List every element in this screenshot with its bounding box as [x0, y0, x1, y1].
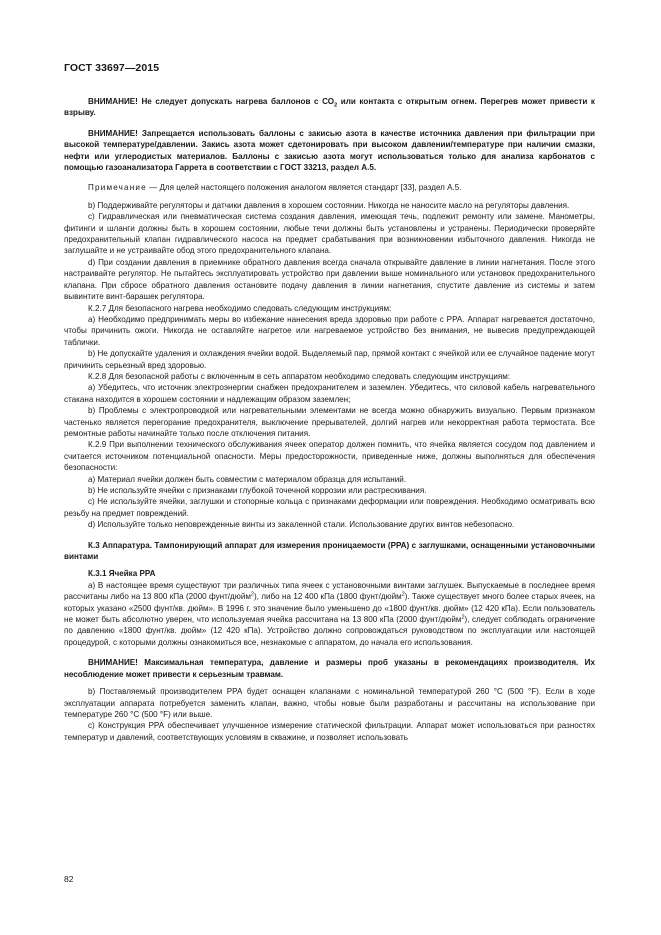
paragraph: b) Проблемы с электропроводкой или нагревательными элементами не всегда можно обнаружить визуально. Первым признаком частенько является перегорание предохранителя, выключение прерывателей, долгий нагрев или некорректная работа термостата. Все ремонтные работы начинайте только после отключения питания. [64, 406, 595, 438]
standard-header: ГОСТ 33697—2015 [64, 62, 160, 74]
paragraph: К.2.7 Для безопасного нагрева необходимо следовать следующим инструкциям: [88, 303, 392, 313]
paragraph-k31a: a) В настоящее время существуют три различных типа ячеек с установочными винтами заглушек. Выпускаемые в последнее время рассчитаны либо на 13 800 кПа (2000 фунт/дюйм$^2$), либо на 12 400 кПа (1800 фунт/дюйм$^2$). Также существует много более старых ячеек, на которых указано «2500 фунт/кв. дюйм». В 1996 г. это значение было уменьшено до «1800 фунт/кв. дюйм» (12 420 кПа). Если пользователь не может быть абсолютно уверен, что используемая ячейка рассчитана на 13 800 кПа (2000 фунт/дюйм$^2$), следует соблюдать ограничение по давлению «1800 фунт/кв. дюйм» (12 420 кПа). Устройство должно сопровождаться руководством по эксплуатации или настоящей процедурой, с которыми должны ознакомиться все, незнакомые с аппаратом, до начала его использования. [64, 580, 595, 647]
paragraph: b) Поставляемый производителем РРА будет оснащен клапанами с номинальной температурой 260 °C (500 °F). Если в ходе эксплуатации аппарата потребуется заменить клапан, важно, чтобы новые были разработаны и рассчитаны на использование при температуре 260 °C (500 °F) или выше. [64, 687, 595, 719]
document-body [64, 96, 595, 743]
paragraph: b) Не используйте ячейки с признаками глубокой точечной коррозии или растрескивания. [88, 486, 427, 495]
paragraph: К.2.9 При выполнении технического обслуживания ячеек оператор должен помнить, что ячейка является сосудом под давлением и считается источником потенциальной опасности. Меры предосторожности, приведенные ниже, должны выполняться для обеспечения безопасности: [64, 440, 595, 473]
page-number: 82 [64, 874, 74, 884]
warning-max-temperature: ВНИМАНИЕ! Максимальная температура, давление и размеры проб указаны в рекомендациях производителя. Их несоблюдение может привести к серьезным травмам. [64, 658, 595, 679]
section-heading-k31: К.3.1 Ячейка РРА [88, 569, 156, 579]
paragraph: c) Не используйте ячейки, заглушки и стопорные кольца с признаками деформации или повреждения. Необходимо осматривать всю резьбу на предмет повреждений. [64, 497, 595, 518]
note: Примечание — Для целей настоящего положения аналогом является стандарт [33], раздел А.5. [88, 183, 462, 193]
paragraph: d) Используйте только неповрежденные винты из закаленной стали. Использование других винтов небезопасно. [88, 520, 515, 530]
warning-nitrous-oxide: ВНИМАНИЕ! Запрещается использовать баллоны с закисью азота в качестве источника давления при фильтрации при высокой температуре/давлении. Закись азота может сдетонировать при высоком давлении/температуре при наличии смазки, нефти или углеродистых материалов. Баллоны с закисью азота могут использоваться только для анализа карбонатов с помощью газоанализатора Гаррета в соответствии с ГОСТ 33213, раздел А.5. [64, 128, 595, 173]
paragraph: b) Не допускайте удаления и охлаждения ячейки водой. Выделяемый пар, прямой контакт с ячейкой или ее случайное падение могут причинить серьезный вред здоровью. [64, 349, 595, 370]
paragraph: c) Гидравлическая или пневматическая система создания давления, имеющая течь, подлежит ремонту или замене. Манометры, фитинги и шланги должны быть в хорошем состоянии, любые течи должны быть установлены и устранены. Периодически проверяйте предохранительный клапан гидравлического насоса на предмет срабатывания при возникновении избыточного давления. Никогда не заглушайте и не устраивайте обод этого предохранительного клапана. [64, 212, 595, 256]
paragraph: d) При создании давления в приемнике обратного давления всегда сначала открывайте давление в линии нагнетания. После этого настраивайте регулятор. Не пытайтесь эксплуатировать устройство при давлении выше номинального или установок предохранительного клапана. При сбросе обратного давления остановите подачу давления в линии нагнетания, спустите давление из системы и затем вывинтите винт-барашек регулятора. [64, 257, 595, 302]
paragraph: a) Необходимо предпринимать меры во избежание нанесения вреда здоровью при работе с РРА. Аппарат нагревается достаточно, чтобы причинить ожоги. Никогда не оставляйте нагретое или нагреваемое устройство без внимания, не вывесив предупреждающей таблички. [64, 314, 595, 347]
paragraph: b) Поддерживайте регуляторы и датчики давления в хорошем состоянии. Никогда не наносите масло на регуляторы давления. [88, 200, 570, 210]
paragraph: К.2.8 Для безопасной работы с включенным в сеть аппаратом необходимо следовать следующим инструкциям: [88, 371, 511, 381]
paragraph: a) Убедитесь, что источник электроэнергии снабжен предохранителем и заземлен. Убедитесь, что силовой кабель нагревательного стакана находится в хорошем состоянии и надлежащим образом заземлен; [64, 383, 595, 404]
section-heading-k3: К.3 Аппаратура. Тампонирующий аппарат для измерения проницаемости (РРА) с заглушками, оснащенными установочными винтами [64, 540, 595, 562]
paragraph: a) Материал ячейки должен быть совместим с материалом образца для испытаний. [88, 474, 406, 484]
paragraph: c) Конструкция РРА обеспечивает улучшенное измерение статической фильтрации. Аппарат может использоваться при разностях температур и давлений, соответствующих условиям в скважине, и позволяет использовать [64, 721, 595, 742]
warning-co2: ВНИМАНИЕ! Не следует допускать нагрева баллонов с $СО_2$ или контакта с открытым огнем. Перегрев может привести к взрыву. [64, 97, 595, 118]
note-label: Примечание [88, 183, 147, 193]
